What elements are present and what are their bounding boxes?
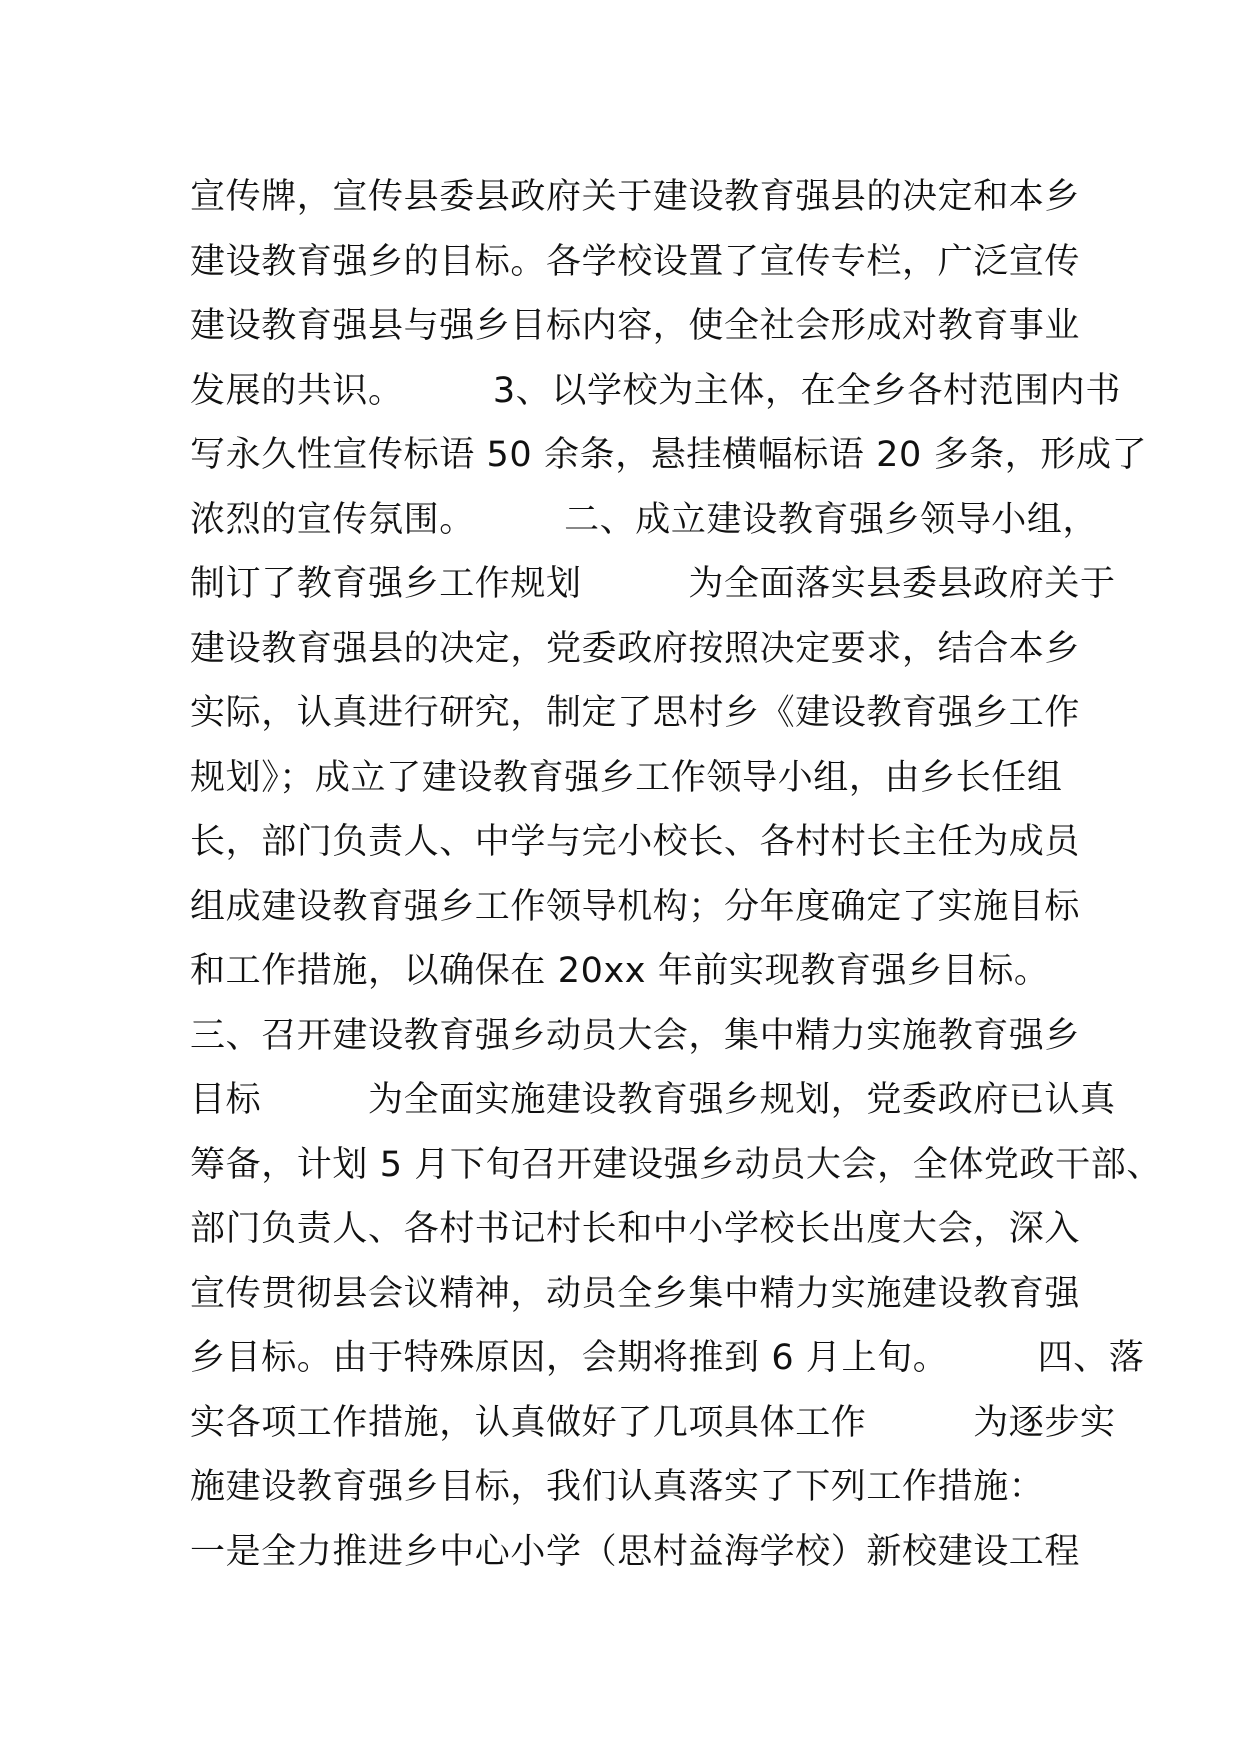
text-line: 建设教育强县与强乡目标内容，使全社会形成对教育事业 xyxy=(190,306,1081,346)
text-line: 宣传贯彻县会议精神，动员全乡集中精力实施建设教育强 xyxy=(190,1273,1081,1314)
text-line: 组成建设教育强乡工作领导机构；分年度确定了实施目标 xyxy=(190,886,1081,927)
text-line: 一是全力推进乡中心小学（思村益海学校）新校建设工程 xyxy=(190,1531,1081,1572)
text-line: 三、召开建设教育强乡动员大会，集中精力实施教育强乡 xyxy=(190,1015,1081,1056)
body-text xyxy=(190,165,1162,1584)
text-line: 和工作措施，以确保在 20xx 年前实现教育强乡目标。 xyxy=(190,951,1050,991)
text-line: 建设教育强县的决定，党委政府按照决定要求，结合本乡 xyxy=(190,628,1081,669)
text-line: 浓烈的宣传氛围。 二、成立建设教育强乡领导小组， xyxy=(190,499,1099,540)
text-line: 实各项工作措施，认真做好了几项具体工作 为逐步实 xyxy=(190,1402,1116,1443)
text-line: 乡目标。由于特殊原因，会期将推到 6 月上旬。 四、落 xyxy=(190,1338,1145,1378)
text-line: 部门负责人、各村书记村长和中小学校长出度大会，深入 xyxy=(190,1209,1081,1249)
text-line: 实际，认真进行研究，制定了思村乡《建设教育强乡工作 xyxy=(190,693,1081,733)
text-line: 长，部门负责人、中学与完小校长、各村村长主任为成员 xyxy=(190,822,1081,862)
text-line: 宣传牌，宣传县委县政府关于建设教育强县的决定和本乡 xyxy=(190,177,1081,217)
text-line: 规划》；成立了建设教育强乡工作领导小组，由乡长任组 xyxy=(190,757,1063,798)
text-line: 筹备，计划 5 月下旬召开建设强乡动员大会，全体党政干部、 xyxy=(190,1144,1162,1185)
text-line: 建设教育强乡的目标。各学校设置了宣传专栏，广泛宣传 xyxy=(190,241,1081,282)
text-line: 施建设教育强乡目标，我们认真落实了下列工作措施： xyxy=(190,1467,1045,1507)
text-line: 目标 为全面实施建设教育强乡规划，党委政府已认真 xyxy=(190,1080,1116,1120)
text-line: 写永久性宣传标语 50 余条，悬挂横幅标语 20 多条，形成了 xyxy=(190,435,1148,475)
text-line: 制订了教育强乡工作规划 为全面落实县委县政府关于 xyxy=(190,564,1116,604)
text-line: 发展的共识。 3、以学校为主体，在全乡各村范围内书 xyxy=(190,370,1121,411)
